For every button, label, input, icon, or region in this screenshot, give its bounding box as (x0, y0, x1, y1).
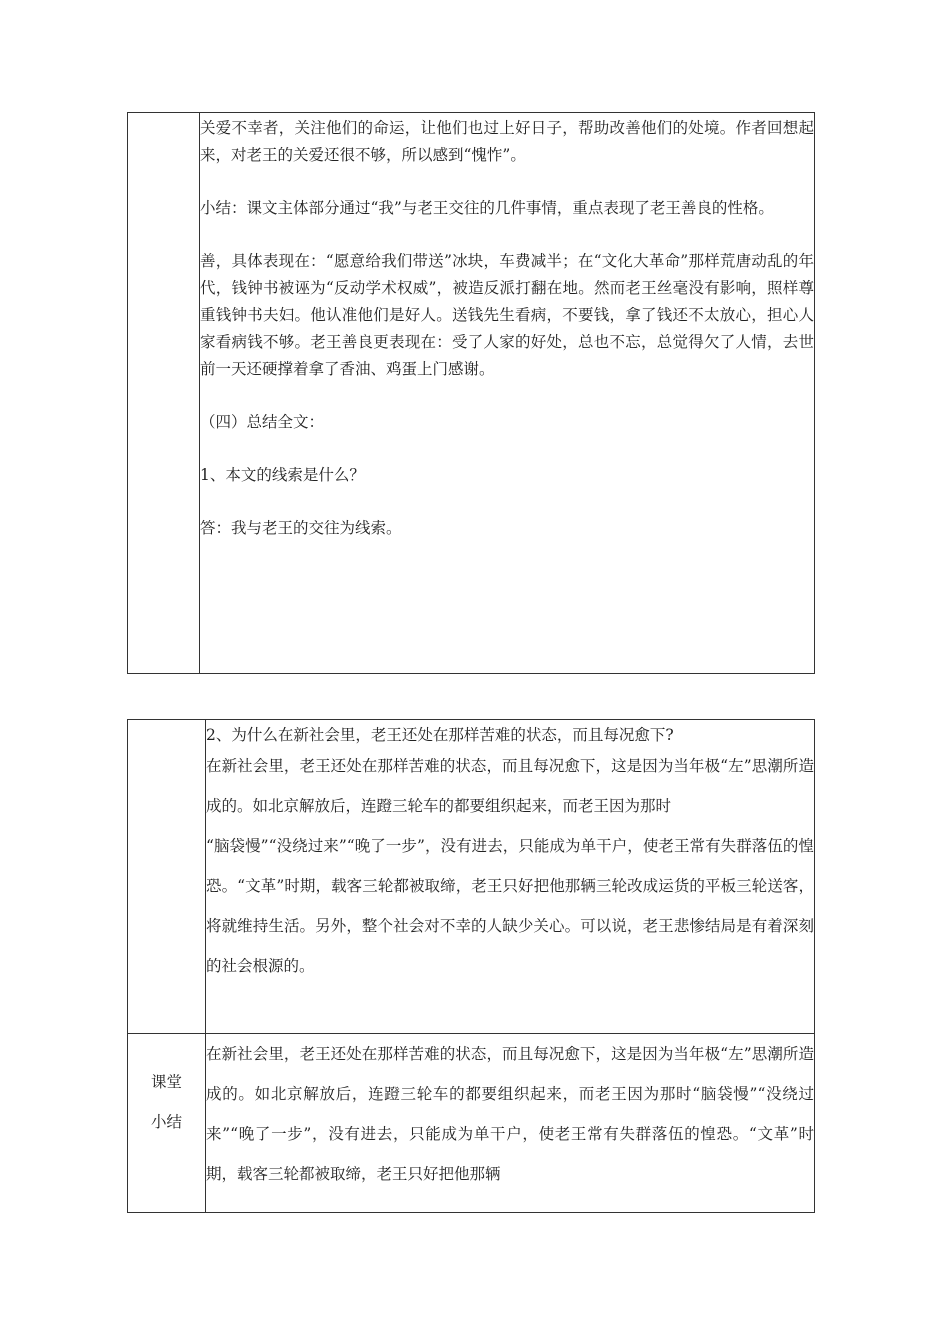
paragraph-summary: 小结：课文主体部分通过“我”与老王交往的几件事情，重点表现了老王善良的性格。 (200, 199, 774, 217)
content-cell (200, 113, 815, 674)
section-heading-conclusion: （四）总结全文： (200, 413, 325, 431)
side-cell-empty (128, 720, 206, 1034)
side-cell-label (128, 1034, 206, 1213)
class-summary-text: 在新社会里，老王还处在那样苦难的状态，而且每况愈下，这是因为当年极“左”思潮所造成的。如北京解放后，连蹬三轮车的都要组织起来，而老王因为那时“脑袋慢”“没绕过来”“晚了一步”，没有进去，只能成为单干户，使老王常有失群落伍的惶恐。“文革”时期，载客三轮都被取缔，老王只好把他那辆 (206, 1045, 814, 1183)
table-row (128, 720, 815, 1034)
question-why: 2、为什么在新社会里，老王还处在那样苦难的状态，而且每况愈下? (206, 726, 674, 744)
side-cell-empty (128, 113, 200, 674)
paragraph-care: 关爱不幸者，关注他们的命运，让他们也过上好日子，帮助改善他们的处境。作者回想起来，对老王的关爱还很不够，所以感到“愧怍”。 (200, 119, 814, 164)
lesson-table-upper (127, 112, 815, 674)
answer-why-part2: “脑袋慢”“没绕过来”“晚了一步”，没有进去，只能成为单干户，使老王常有失群落伍的惶恐。“文革”时期，载客三轮都被取缔，老王只好把他那辆三轮改成运货的平板三轮送客，将就维持生活。另外，整个社会对不幸的人缺少关心。可以说，老王悲惨结局是有着深刻的社会根源的。 (206, 837, 814, 975)
table-row (128, 1034, 815, 1213)
answer-clue: 答：我与老王的交往为线索。 (200, 519, 402, 537)
lesson-table-lower (127, 719, 815, 1213)
answer-why-part1: 在新社会里，老王还处在那样苦难的状态，而且每况愈下，这是因为当年极“左”思潮所造成的。如北京解放后，连蹬三轮车的都要组织起来，而老王因为那时 (206, 757, 814, 815)
content-cell (206, 1034, 815, 1213)
question-clue: 1、本文的线索是什么？ (200, 466, 365, 484)
table-row (128, 113, 815, 674)
content-cell (206, 720, 815, 1034)
paragraph-kindness: 善，具体表现在：“愿意给我们带送”冰块，车费减半；在“文化大革命”那样荒唐动乱的年代，钱钟书被诬为“反动学术权威”，被造反派打翻在地。然而老王丝毫没有影响，照样尊重钱钟书夫妇。他认准他们是好人。送钱先生看病，不要钱，拿了钱还不太放心，担心人家看病钱不够。老王善良更表现在：受了人家的好处，总也不忘，总觉得欠了人情，去世前一天还硬撑着拿了香油、鸡蛋上门感谢。 (200, 252, 814, 378)
class-summary-label: 课堂 小结 (150, 1073, 182, 1131)
